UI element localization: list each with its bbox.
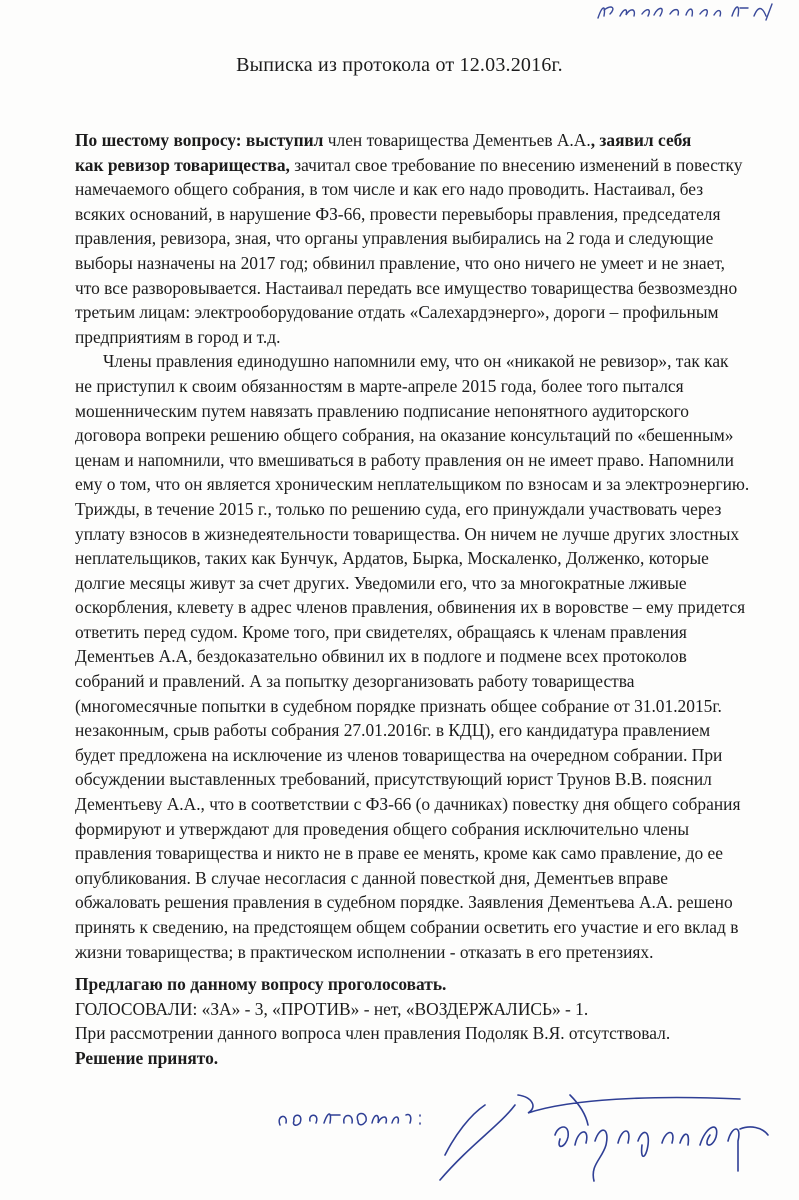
decision-text: Решение принято. — [75, 1047, 219, 1068]
absent-note: При рассмотрении данного вопроса член правления Подоляк В.Я. отсутствовал. — [75, 1023, 671, 1044]
text-line: не приступил к своим обязанностям в марте-апреле 2015 года, более того пытался — [75, 375, 684, 396]
vote-proposal: Предлагаю по данному вопросу проголосовать. — [75, 974, 447, 994]
voting-section — [75, 972, 765, 1070]
text-line — [75, 226, 745, 251]
text-run: намечаемого общего собрания, в том числе и как его надо проводить. Настаивал, без — [75, 179, 704, 200]
text-line: обсуждении выставленных требований, присутствующий юрист Трунов В.В. пояснил — [75, 769, 712, 790]
text-line: собраний и правлений. А за попытку дезорганизовать работу товарищества — [75, 671, 635, 692]
text-run: зачитал свое требование по внесению изменений в повестку — [289, 154, 743, 175]
document-title: Выписка из протокола от 12.03.2016г. — [236, 54, 563, 76]
text-line — [75, 153, 745, 178]
text-line — [75, 202, 745, 227]
document-body — [75, 128, 750, 964]
text-line: ответить перед судом. Кроме того, при свидетелях, обращаясь к членам правления — [75, 621, 687, 642]
text-line: будет предложена на исключение из членов товарищества на очередном собрании. При — [75, 744, 723, 765]
text-run: член товарищества Дементьев А.А. — [327, 130, 591, 150]
text-line — [75, 251, 745, 276]
text-line: оскорбления, клевету в адрес членов правления, обвинения их в воровстве – ему придется — [75, 597, 746, 618]
text-line: жизни товарищества; в практическом исполнении - отказать в его претензиях. — [75, 941, 654, 962]
text-line: неплательщиков, таких как Бунчук, Ардатов, Бырка, Москаленко, Долженко, которые — [75, 548, 709, 569]
text-line: опубликования. В случае несогласия с данной повесткой дня, Дементьев вправе — [75, 867, 668, 888]
bold-text-run: как ревизор товарищества, — [75, 154, 290, 175]
text-line: ему о том, что он является хроническим неплательщиком по взносам и за электроэнергию. — [75, 474, 750, 495]
text-line: долгие месяцы живут за счет других. Уведомили его, что за многократные лживые — [75, 572, 687, 593]
text-line: договора вопреки решению общего собрания, на оказание консультаций по «бешенным» — [75, 425, 734, 446]
text-run: третьим лицам: электрооборудование отдать «Салехардэнерго», дороги – профильным — [75, 302, 719, 323]
text-line: незаконным, срыв работы собрания 27.01.2016г. в КДЦ), его кандидатура правлением — [75, 720, 711, 741]
text-line: мошенническим путем навязать правлению подписание непонятного аудиторского — [75, 400, 689, 421]
text-line: (многомесячные попытки в судебном порядке признать общее собрание от 31.01.2015г. — [75, 695, 722, 716]
text-line — [75, 300, 745, 325]
paragraph-board-response — [75, 349, 750, 964]
text-line: правления товарищества и никто не в праве ее менять, кроме как само правление, до ее — [75, 843, 723, 864]
text-line: уплату взносов в жизнедеятельности товарищества. Он ничем не лучше других злостных — [75, 523, 740, 544]
handwritten-signature — [270, 1085, 790, 1195]
text-line: Члены правления единодушно напомнили ему, что он «никакой не ревизор», так как — [103, 351, 729, 372]
text-line: Трижды, в течение 2015 г., только по решению суда, его принуждали участвовать через — [75, 498, 722, 519]
text-run: правления, ревизора, зная, что органы управления выбирались на 2 года и следующие — [75, 228, 714, 249]
text-run: что все разворовывается. Настаивал передать все имущество товарищества безвозмездно — [75, 277, 738, 298]
handwritten-annotation — [590, 0, 790, 30]
bold-text-run: , заявил себя — [590, 130, 692, 150]
paragraph-sixth-question — [75, 128, 745, 349]
text-run: выборы назначены на 2017 год; обвинил правление, что оно ничего не умеет и не знает, — [75, 252, 725, 273]
text-line: Дементьев А.А, бездоказательно обвинил их в подлоге и подмене всех протоколов — [75, 646, 687, 667]
text-line — [75, 276, 745, 301]
text-run: всяких оснований, в нарушение ФЗ-66, провести перевыборы правления, председателя — [75, 203, 721, 224]
text-line — [75, 128, 745, 153]
text-line: принять к сведению, на предстоящем общем собрании осветить его участие и его вклад в — [75, 917, 739, 937]
vote-result: ГОЛОСОВАЛИ: «ЗА» - 3, «ПРОТИВ» - нет, «ВОЗДЕРЖАЛИСЬ» - 1. — [75, 998, 589, 1019]
text-line — [75, 325, 745, 350]
text-line — [75, 177, 745, 202]
text-line: ценам и напомнили, что вмешиваться в работу правления он не имеет право. Напомнили — [75, 449, 734, 470]
text-line: формируют и утверждают для проведения общего собрания исключительно члены — [75, 818, 690, 839]
text-run: предприятиям в город и т.д. — [75, 326, 281, 347]
text-line: Дементьеву А.А., что в соответствии с ФЗ-66 (о дачниках) повестку дня общего собрания — [75, 794, 741, 815]
text-line: обжаловать решения правления в судебном порядке. Заявления Дементьева А.А. решено — [75, 892, 733, 913]
bold-text-run: По шестому вопросу: выступил — [75, 130, 328, 150]
